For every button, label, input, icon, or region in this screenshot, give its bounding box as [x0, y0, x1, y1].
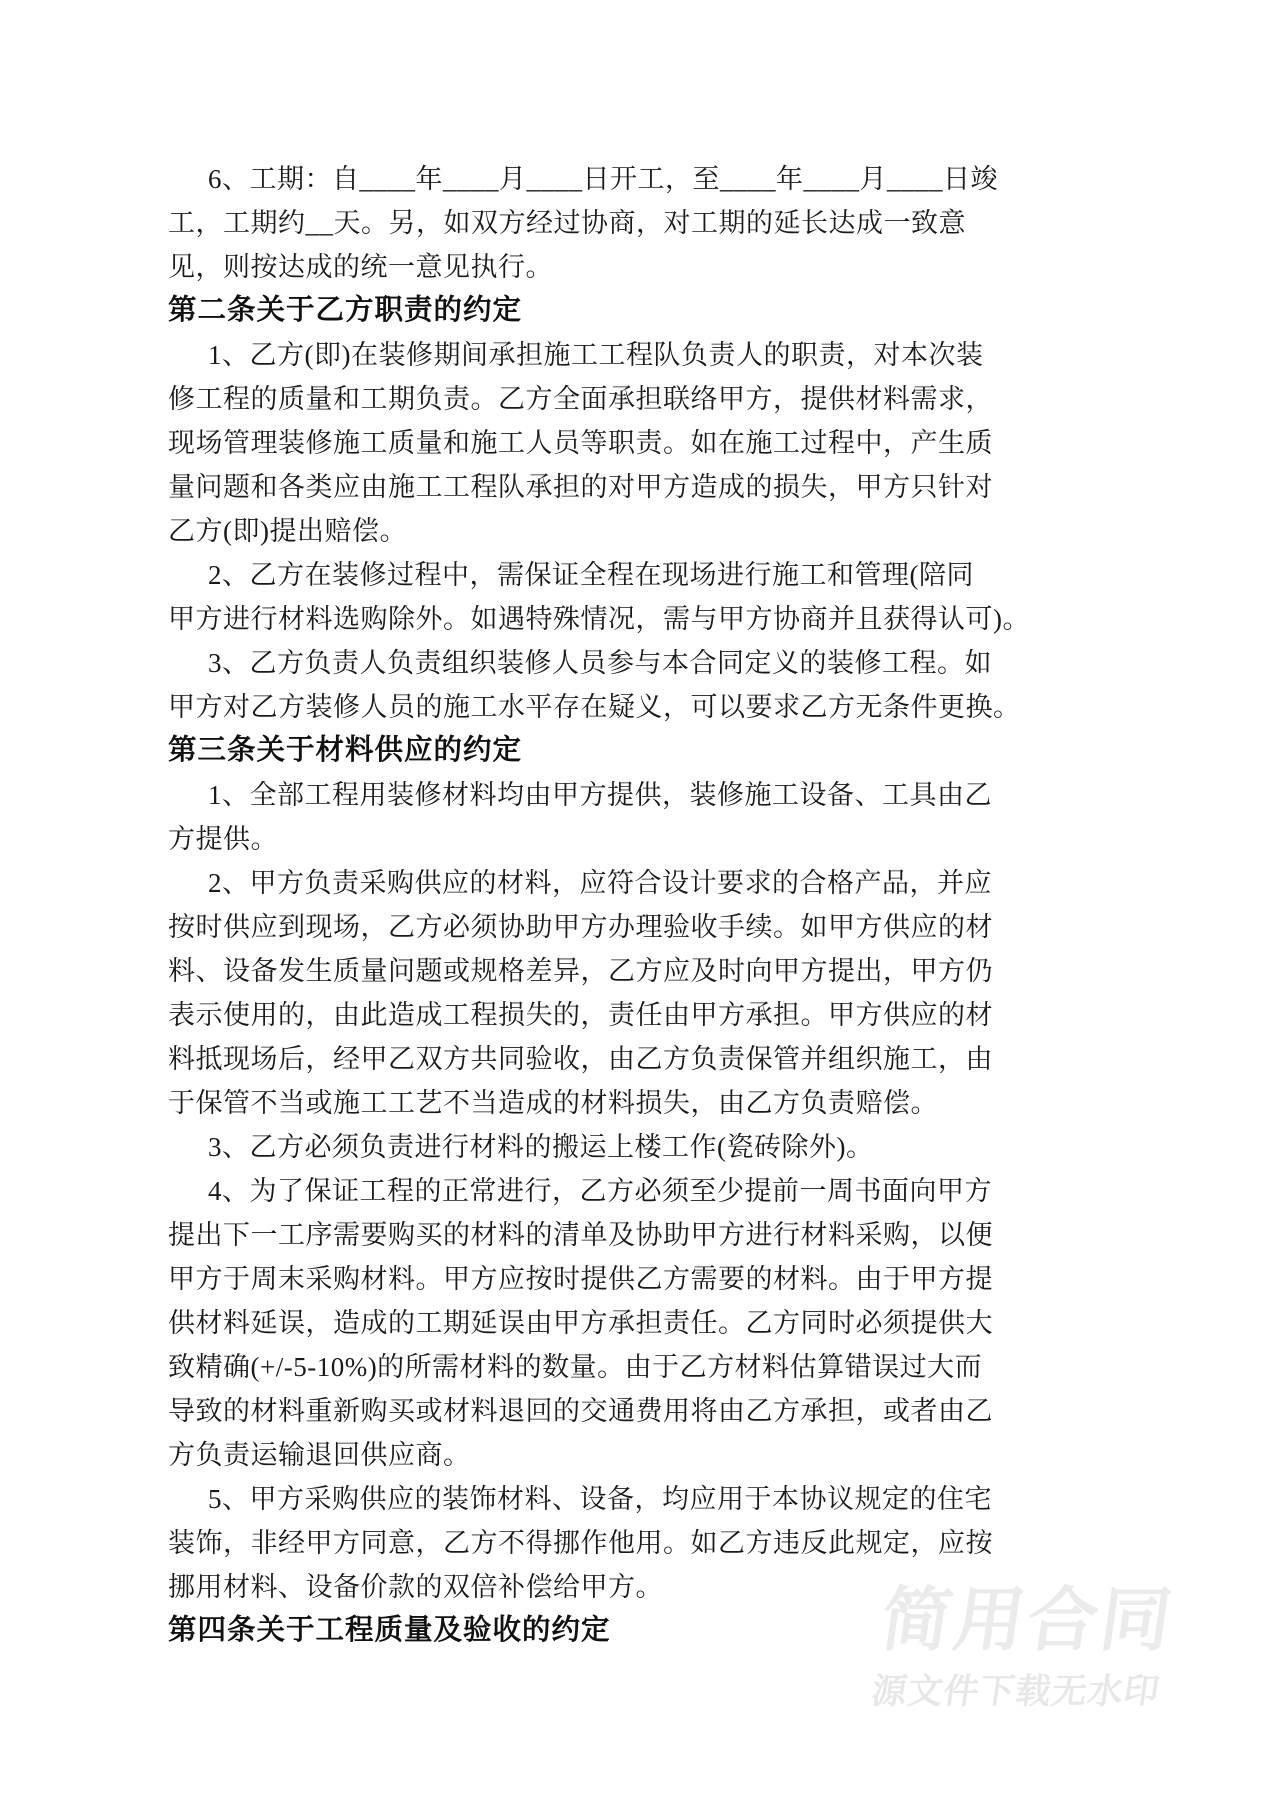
contract-line: 挪用材料、设备价款的双倍补偿给甲方。 [168, 1572, 663, 1602]
contract-line: 现场管理装修施工质量和施工人员等职责。如在施工过程中，产生质 [168, 428, 993, 458]
contract-line: 甲方于周末采购材料。甲方应按时提供乙方需要的材料。由于甲方提 [168, 1264, 993, 1294]
contract-line: 方提供。 [168, 824, 278, 854]
contract-line: 按时供应到现场，乙方必须协助甲方办理验收手续。如甲方供应的材 [168, 912, 993, 942]
section-heading-clause2: 第二条关于乙方职责的约定 [168, 295, 523, 326]
watermark [869, 1581, 1180, 1711]
contract-line: 6、工期：自____年____月____日开工，至____年____月____日竣 [208, 164, 998, 194]
watermark-title: 简用合同 [876, 1581, 1180, 1659]
contract-line: 方负责运输退回供应商。 [168, 1440, 471, 1470]
contract-line: 4、为了保证工程的正常进行，乙方必须至少提前一周书面向甲方 [208, 1176, 992, 1206]
contract-line: 乙方(即)提出赔偿。 [168, 516, 407, 546]
contract-line: 供材料延误，造成的工期延误由甲方承担责任。乙方同时必须提供大 [168, 1308, 993, 1338]
contract-body [168, 157, 1030, 1653]
contract-line: 料、设备发生质量问题或规格差异，乙方应及时向甲方提出，甲方仍 [168, 956, 993, 986]
contract-line: 2、乙方在装修过程中，需保证全程在现场进行施工和管理(陪同 [208, 560, 974, 590]
contract-line: 装饰，非经甲方同意，乙方不得挪作他用。如乙方违反此规定，应按 [168, 1528, 993, 1558]
section-heading-clause4: 第四条关于工程质量及验收的约定 [168, 1615, 611, 1646]
contract-line: 量问题和各类应由施工工程队承担的对甲方造成的损失，甲方只针对 [168, 472, 993, 502]
contract-line: 3、乙方必须负责进行材料的搬运上楼工作(瓷砖除外)。 [208, 1132, 874, 1162]
contract-line: 料抵现场后，经甲乙双方共同验收，由乙方负责保管并组织施工，由 [168, 1044, 993, 1074]
contract-line: 见，则按达成的统一意见执行。 [168, 252, 553, 282]
contract-line: 致精确(+/-5-10%)的所需材料的数量。由于乙方材料估算错误过大而 [168, 1352, 983, 1382]
contract-line: 甲方对乙方装修人员的施工水平存在疑义，可以要求乙方无条件更换。 [168, 692, 1021, 722]
watermark-subtitle: 源文件下载无水印 [869, 1672, 1163, 1711]
contract-line: 1、乙方(即)在装修期间承担施工工程队负责人的职责，对本次装 [208, 340, 984, 370]
contract-line: 表示使用的，由此造成工程损失的，责任由甲方承担。甲方供应的材 [168, 1000, 993, 1030]
contract-line: 5、甲方采购供应的装饰材料、设备，均应用于本协议规定的住宅 [208, 1484, 992, 1514]
contract-line: 2、甲方负责采购供应的材料，应符合设计要求的合格产品，并应 [208, 868, 992, 898]
contract-line: 3、乙方负责人负责组织装修人员参与本合同定义的装修工程。如 [208, 648, 992, 678]
contract-line: 修工程的质量和工期负责。乙方全面承担联络甲方，提供材料需求， [168, 384, 993, 414]
contract-line: 甲方进行材料选购除外。如遇特殊情况，需与甲方协商并且获得认可)。 [168, 604, 1030, 634]
contract-line: 1、全部工程用装修材料均由甲方提供，装修施工设备、工具由乙 [208, 780, 992, 810]
section-heading-clause3: 第三条关于材料供应的约定 [168, 735, 523, 766]
contract-line: 于保管不当或施工工艺不当造成的材料损失，由乙方负责赔偿。 [168, 1088, 938, 1118]
contract-line: 导致的材料重新购买或材料退回的交通费用将由乙方承担，或者由乙 [168, 1396, 993, 1426]
contract-line: 工，工期约__天。另，如双方经过协商，对工期的延长达成一致意 [168, 208, 966, 238]
contract-line: 提出下一工序需要购买的材料的清单及协助甲方进行材料采购，以便 [168, 1220, 993, 1250]
